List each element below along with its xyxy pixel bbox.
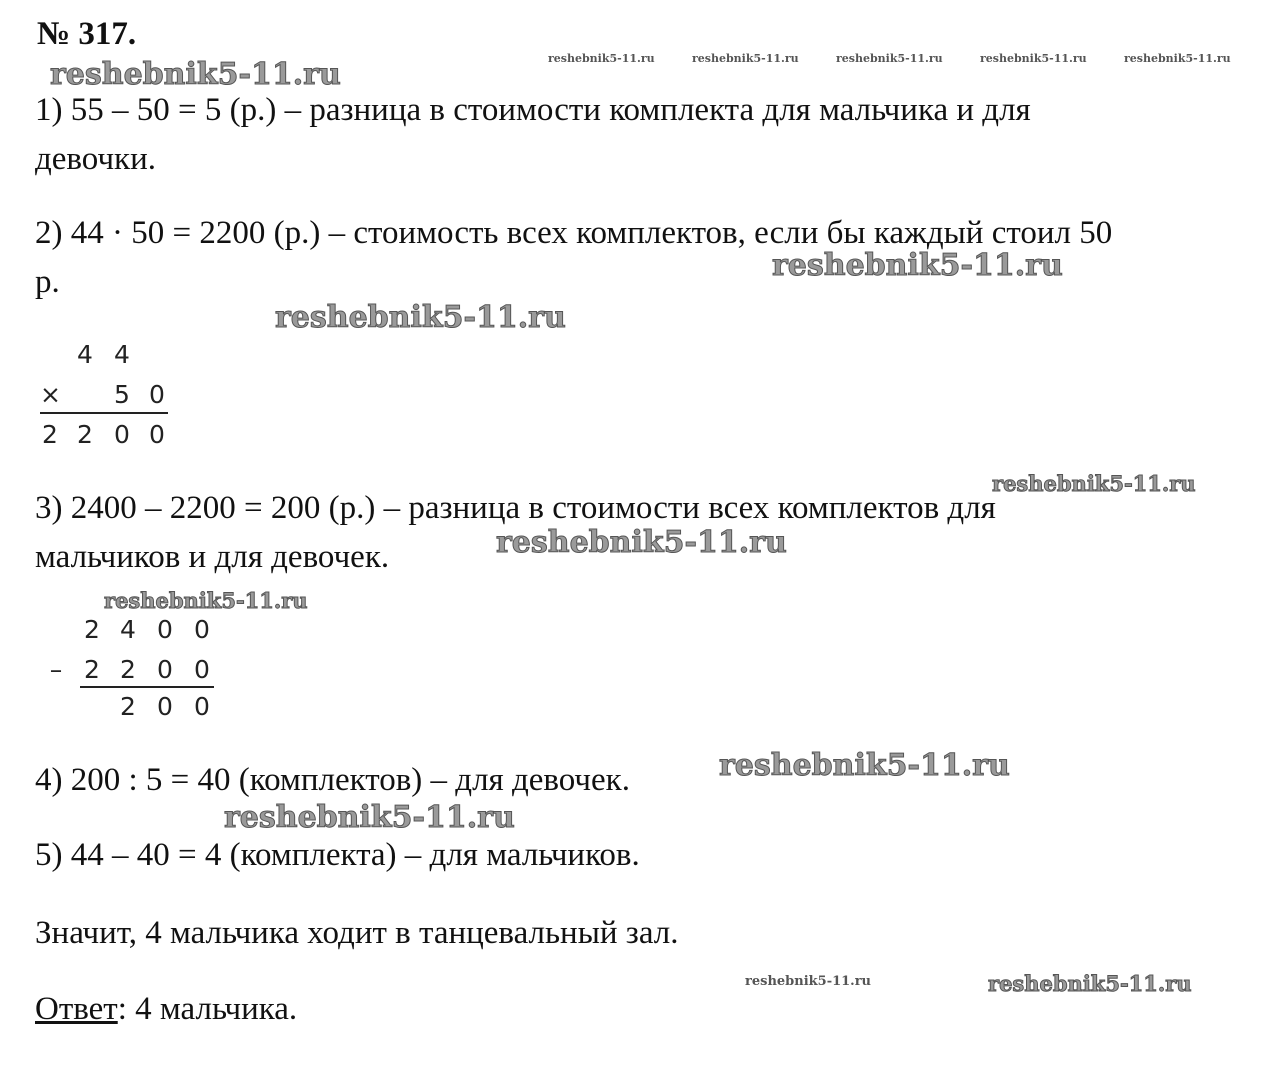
watermark: reshebnik5-11.ru xyxy=(988,971,1192,996)
step-2-line-1: 2) 44 · 50 = 2200 (р.) – стоимость всех комплектов, если бы каждый стоил 50 xyxy=(35,215,1113,251)
digit: 2 xyxy=(42,420,58,449)
digit: 2 xyxy=(84,615,100,644)
digit: 2 xyxy=(120,692,136,721)
digit: 0 xyxy=(149,380,165,409)
watermark: reshebnik5-11.ru xyxy=(1124,52,1231,65)
digit: 4 xyxy=(120,615,136,644)
sum-line xyxy=(40,412,168,414)
conclusion: Значит, 4 мальчика ходит в танцевальный зал. xyxy=(35,915,679,951)
difference-line xyxy=(80,686,214,688)
step-1-line-1: 1) 55 – 50 = 5 (р.) – разница в стоимости комплекта для мальчика и для xyxy=(35,92,1031,128)
multiply-sign: × xyxy=(40,380,61,409)
problem-number: № 317. xyxy=(37,16,137,52)
step-5: 5) 44 – 40 = 4 (комплекта) – для мальчиков. xyxy=(35,837,640,873)
digit: 4 xyxy=(114,340,130,369)
watermark: reshebnik5-11.ru xyxy=(836,52,943,65)
step-3-line-2: мальчиков и для девочек. xyxy=(35,539,390,575)
watermark: reshebnik5-11.ru xyxy=(772,248,1063,283)
digit: 0 xyxy=(114,420,130,449)
digit: 2 xyxy=(77,420,93,449)
watermark: reshebnik5-11.ru xyxy=(692,52,799,65)
step-2-line-2: р. xyxy=(35,264,60,300)
watermark: reshebnik5-11.ru xyxy=(745,974,872,989)
answer-label: Ответ xyxy=(35,991,118,1027)
digit: 0 xyxy=(149,420,165,449)
digit: 0 xyxy=(194,615,210,644)
digit: 0 xyxy=(157,615,173,644)
watermark: reshebnik5-11.ru xyxy=(104,588,308,613)
step-4: 4) 200 : 5 = 40 (комплектов) – для девочек. xyxy=(35,762,630,798)
digit: 0 xyxy=(194,655,210,684)
step-3-line-1: 3) 2400 – 2200 = 200 (р.) – разница в стоимости всех комплектов для xyxy=(35,490,996,526)
watermark: reshebnik5-11.ru xyxy=(275,300,566,335)
answer-value: : 4 мальчика. xyxy=(117,991,298,1027)
step-1-line-2: девочки. xyxy=(35,141,156,177)
digit: 0 xyxy=(157,692,173,721)
minus-sign: – xyxy=(49,655,63,684)
watermark: reshebnik5-11.ru xyxy=(224,800,515,835)
digit: 0 xyxy=(194,692,210,721)
digit: 2 xyxy=(84,655,100,684)
watermark: reshebnik5-11.ru xyxy=(548,52,655,65)
watermark: reshebnik5-11.ru xyxy=(719,748,1010,783)
watermark: reshebnik5-11.ru xyxy=(50,57,341,92)
watermark: reshebnik5-11.ru xyxy=(980,52,1087,65)
answer xyxy=(35,989,297,1029)
watermark: reshebnik5-11.ru xyxy=(992,471,1196,496)
digit: 2 xyxy=(120,655,136,684)
watermark: reshebnik5-11.ru xyxy=(496,525,787,560)
digit: 4 xyxy=(77,340,93,369)
digit: 5 xyxy=(114,380,130,409)
digit: 0 xyxy=(157,655,173,684)
